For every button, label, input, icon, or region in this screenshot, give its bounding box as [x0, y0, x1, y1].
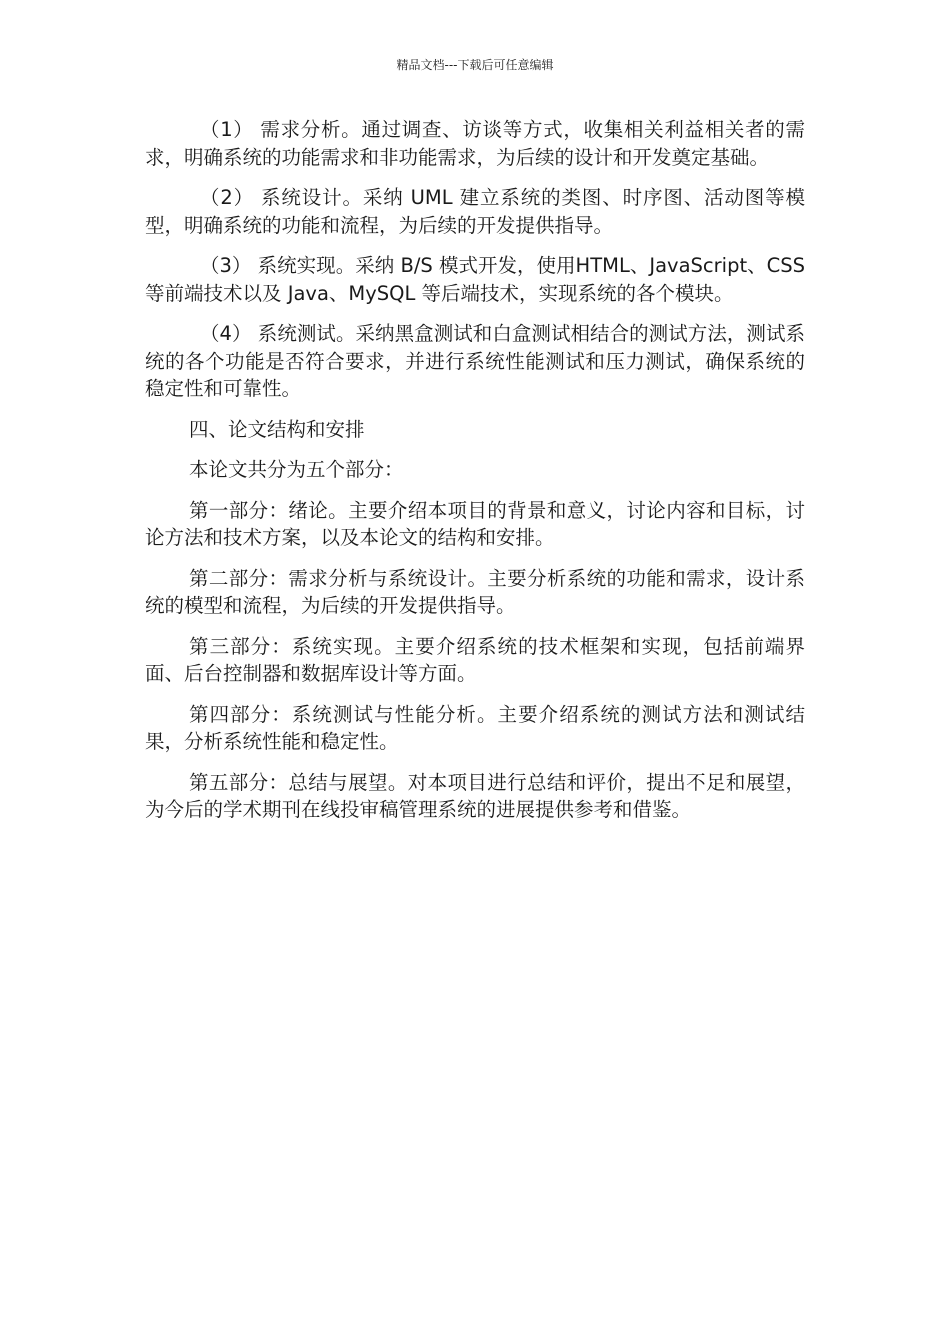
section-heading: 四、论文结构和安排: [189, 417, 365, 441]
method-item-4: （4） 系统测试。采纳黑盒测试和白盒测试相结合的测试方法，测试系统的各个功能是否符合要求，并进行系统性能测试和压力测试，确保系统的稳定性和可靠性。: [145, 322, 805, 400]
structure-intro: 本论文共分为五个部分：: [189, 458, 404, 481]
structure-part-3: 第三部分：系统实现。主要介绍系统的技术框架和实现，包括前端界面、后台控制器和数据库设计等方面。: [145, 634, 805, 685]
method-item-3: （3） 系统实现。采纳 B/S 模式开发，使用HTML、JavaScript、CSS 等前端技术以及 Java、MySQL 等后端技术，实现系统的各个模块。: [145, 254, 805, 305]
document-body: [145, 116, 805, 837]
structure-part-5: 第五部分：总结与展望。对本项目进行总结和评价，提出不足和展望，为今后的学术期刊在线投审稿管理系统的进展提供参考和借鉴。: [145, 770, 805, 821]
method-item-1: （1） 需求分析。通过调查、访谈等方式，收集相关利益相关者的需求，明确系统的功能需求和非功能需求，为后续的设计和开发奠定基础。: [145, 118, 805, 169]
structure-part-1: 第一部分：绪论。主要介绍本项目的背景和意义，讨论内容和目标，讨论方法和技术方案，以及本论文的结构和安排。: [145, 498, 805, 549]
method-item-2: （2） 系统设计。采纳 UML 建立系统的类图、时序图、活动图等模型，明确系统的功能和流程，为后续的开发提供指导。: [145, 186, 805, 237]
structure-part-4: 第四部分：系统测试与性能分析。主要介绍系统的测试方法和测试结果，分析系统性能和稳定性。: [145, 702, 805, 753]
page-header: 精品文档---下载后可任意编辑: [396, 58, 554, 72]
structure-part-2: 第二部分：需求分析与系统设计。主要分析系统的功能和需求，设计系统的模型和流程，为后续的开发提供指导。: [145, 566, 805, 617]
